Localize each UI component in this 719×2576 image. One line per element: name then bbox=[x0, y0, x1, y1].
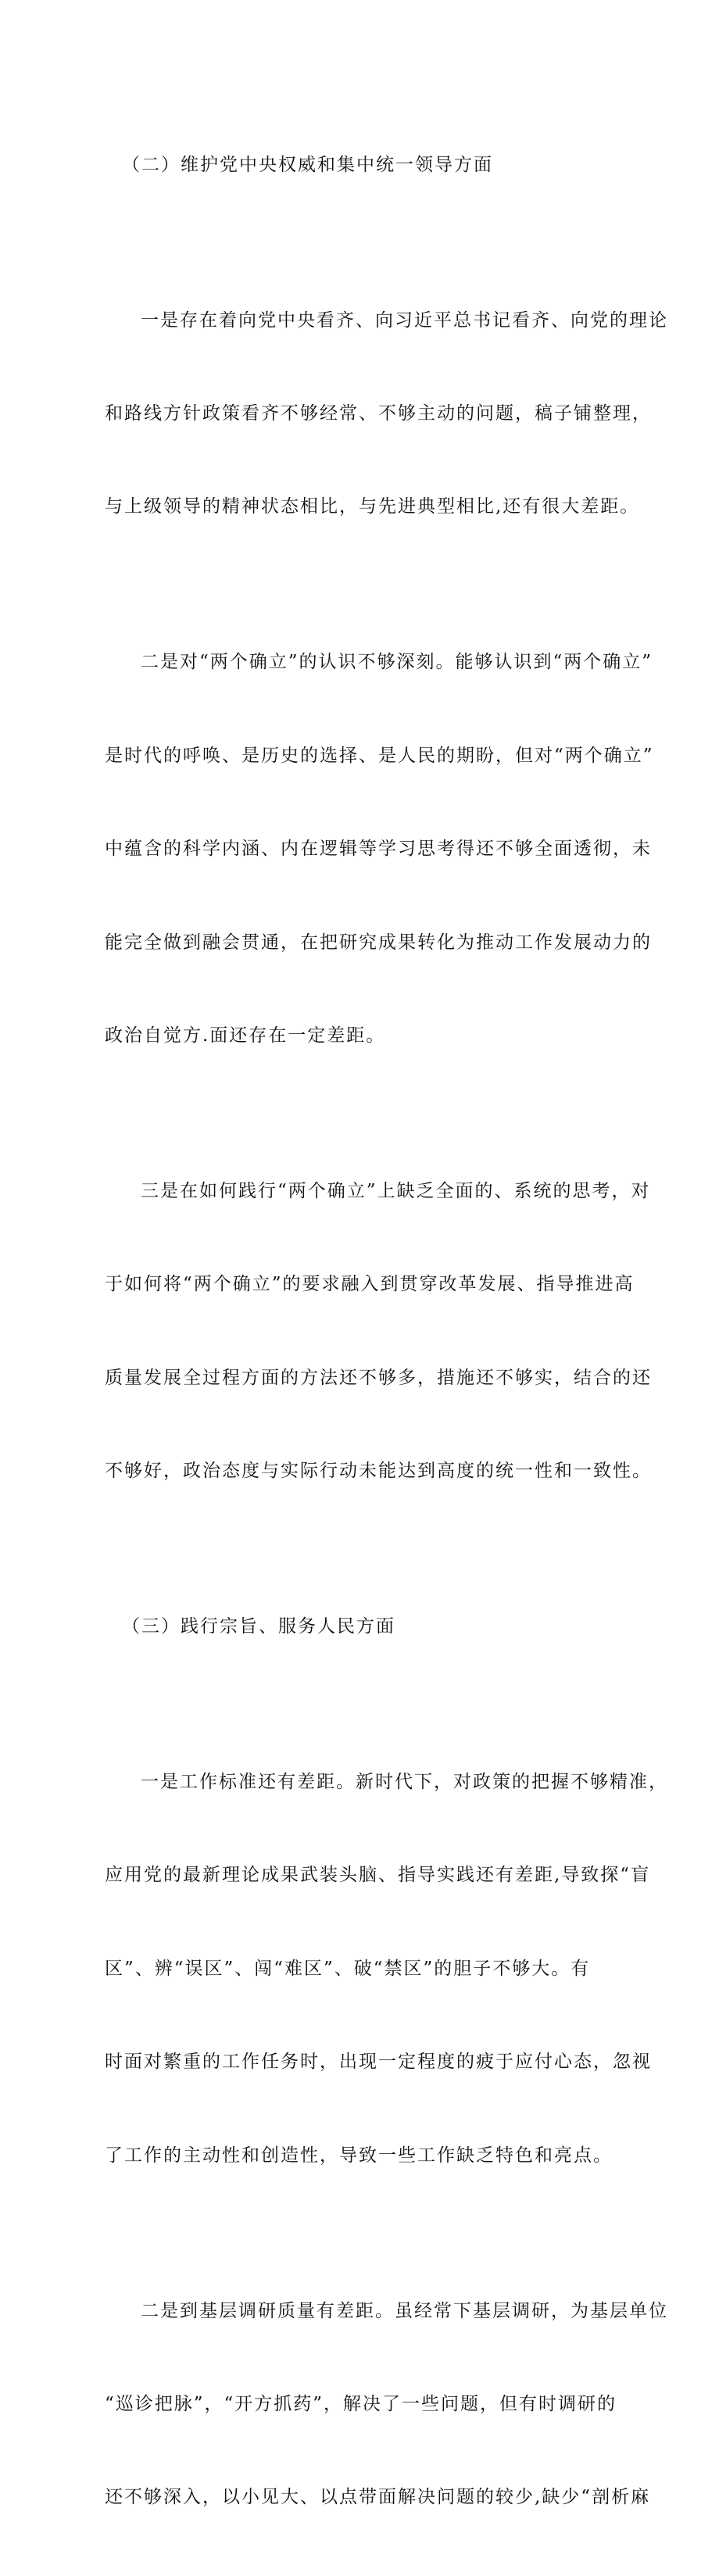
paragraph bbox=[105, 243, 668, 585]
text-line: 了工作的主动性和创造性，导致一些工作缺乏特色和亮点。 bbox=[105, 2145, 613, 2166]
section-heading-3 bbox=[122, 1549, 617, 1705]
text-line: 与上级领导的精神状态相比，与先进典型相比,还有很大差距。 bbox=[105, 496, 640, 517]
text-line: 一是工作标准还有差距。新时代下，对政策的把握不够精准， bbox=[141, 1772, 668, 1793]
text-line: 一是存在着向党中央看齐、向习近平总书记看齐、向党的理论 bbox=[141, 309, 668, 331]
paragraph bbox=[105, 1705, 668, 2234]
paragraph bbox=[105, 2234, 668, 2576]
text-line: 于如何将“两个确立”的要求融入到贯穿改革发展、指导推进高 bbox=[105, 1274, 635, 1295]
section-heading-2 bbox=[122, 88, 617, 243]
text-line: 中蕴含的科学内涵、内在逻辑等学习思考得还不够全面透彻，未 bbox=[105, 839, 652, 860]
text-line: 能完全做到融会贯通，在把研究成果转化为推动工作发展动力的 bbox=[105, 932, 652, 953]
text-line: 政治自觉方.面还存在一定差距。 bbox=[105, 1025, 386, 1046]
document-body bbox=[105, 88, 668, 2576]
text-line: 是时代的呼唤、是历史的选择、是人民的期盼，但对“两个确立” bbox=[105, 745, 654, 766]
text-line: 三是在如何践行“两个确立”上缺乏全面的、系统的思考，对 bbox=[141, 1180, 651, 1201]
text-line: 二是对“两个确立”的认识不够深刻。能够认识到“两个确立” bbox=[141, 652, 653, 673]
text-line: （三）践行宗旨、服务人民方面 bbox=[122, 1616, 395, 1637]
text-line: 应用党的最新理论成果武装头脑、指导实践还有差距,导致探“盲 bbox=[105, 1865, 651, 1886]
text-line: 质量发展全过程方面的方法还不够多，措施还不够实，结合的还 bbox=[105, 1367, 652, 1388]
text-line: 还不够深入，以小见大、以点带面解决问题的较少,缺少“剖析麻 bbox=[105, 2487, 651, 2508]
text-line: 二是到基层调研质量有差距。虽经常下基层调研，为基层单位 bbox=[141, 2300, 668, 2321]
text-line: 和路线方针政策看齐不够经常、不够主动的问题，稿子铺整理， bbox=[105, 402, 652, 424]
text-line: 不够好，政治态度与实际行动未能达到高度的统一性和一致性。 bbox=[105, 1461, 652, 1482]
text-line: （二）维护党中央权威和集中统一领导方面 bbox=[122, 154, 493, 175]
text-line: 时面对繁重的工作任务时，出现一定程度的疲于应付心态，忽视 bbox=[105, 2052, 652, 2073]
paragraph bbox=[105, 585, 654, 1114]
text-line: “巡诊把脉”，“开方抓药”，解决了一些问题，但有时调研的 bbox=[105, 2393, 617, 2414]
paragraph bbox=[105, 1114, 652, 1549]
text-line: 区”、辨“误区”、闯“难区”、破“禁区”的胆子不够大。有 bbox=[105, 1958, 591, 1979]
